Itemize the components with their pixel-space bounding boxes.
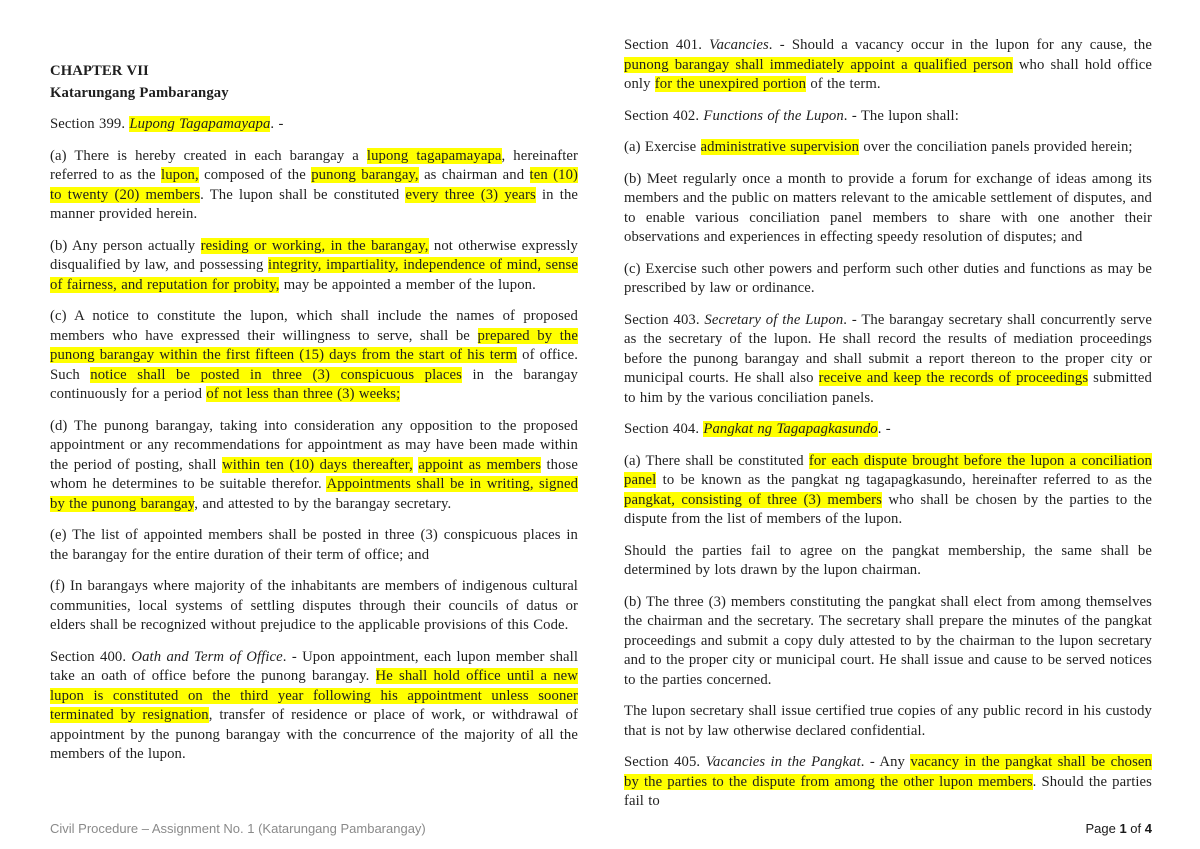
para-404-a	[624, 452, 1152, 530]
highlighted-text: receive and keep the records of proceedings	[818, 370, 1089, 386]
text-run: , transfer of residence or place of work, or withdrawal of appointment by the punong barangay with the concurrence of the majority of all the members of the lupon.	[50, 707, 578, 762]
page-footer	[50, 821, 1152, 836]
text-run: (b) Meet regularly once a month to provide a forum for exchange of ideas among its members and the public on matters relevant to the amicable settlement of disputes, and to enable various conciliation panel members to share with one another their observations and experiences in effecting speedy resolution of disputes; and	[624, 170, 1152, 245]
para-399-c	[50, 307, 578, 405]
highlighted-text: Appointments shall be in writing, signed by the punong barangay	[50, 476, 579, 512]
text-run: Section 399.	[50, 116, 130, 132]
text-run: to be known as the pangkat ng tagapagkasundo, hereinafter referred to as the	[656, 472, 1152, 488]
text-run: Vacancies	[709, 37, 769, 53]
highlighted-text: administrative supervision	[700, 139, 860, 155]
para-404-b2	[624, 702, 1152, 741]
text-run: (e) The list of appointed members shall be posted in three (3) conspicuous places in the barangay for the entire duration of their term of office; and	[50, 527, 578, 563]
text-run: over the conciliation panels provided herein;	[859, 139, 1133, 155]
section-402	[624, 107, 1152, 127]
chapter-title-heading	[50, 84, 578, 104]
text-run: Section 402.	[624, 107, 704, 124]
text-run: . - Upon appointment, each lupon member shall take an oath of office before the punong barangay.	[50, 648, 578, 684]
highlighted-text: lupong tagapamayapa	[366, 147, 502, 164]
of-label: of	[1126, 821, 1145, 836]
text-run: as chairman and	[418, 167, 530, 183]
text-run: composed of the	[198, 167, 312, 183]
highlighted-text: prepared by the punong barangay within the first fifteen (15) days from the start of his term	[50, 327, 578, 363]
text-run: The lupon secretary shall issue certified true copies of any public record in his custody that is not by law otherwise declared confidential.	[624, 703, 1152, 739]
text-run: . Should the parties fail to	[624, 773, 1152, 809]
text-run: Functions of the Lupon	[703, 107, 844, 124]
text-run: Section 405.	[624, 754, 706, 770]
footer-page-indicator	[1085, 821, 1152, 836]
section-403	[624, 311, 1152, 409]
highlighted-text: punong barangay shall immediately appoint a qualified person	[624, 56, 1013, 73]
section-400	[50, 648, 578, 765]
text-run: . - The lupon shall:	[843, 107, 959, 124]
text-run: who shall hold office only	[624, 56, 1152, 92]
footer-document-title: Civil Procedure – Assignment No. 1 (Katarungang Pambarangay)	[50, 821, 426, 836]
highlighted-text: pangkat, consisting of three (3) members	[624, 491, 882, 508]
total-pages-number: 4	[1144, 821, 1152, 836]
text-run: , and attested to by the barangay secretary.	[194, 495, 452, 512]
text-run: (b) Any person actually	[50, 237, 201, 254]
highlighted-text: ten (10) to twenty (20) members	[50, 167, 579, 203]
text-run: Secretary of the Lupon	[704, 311, 844, 328]
text-run: in the manner provided herein.	[50, 186, 579, 222]
highlighted-text: lupon,	[161, 167, 199, 183]
section-399-heading	[50, 115, 578, 135]
text-run: (d) The punong barangay, taking into consideration any opposition to the proposed appointment or any recommendations for appointment as may have been made within the period of posting, shall	[50, 417, 578, 473]
page-label: Page	[1085, 821, 1120, 836]
highlighted-text: integrity, impartiality, independence of mind, sense of fairness, and reputation for probity,	[50, 257, 578, 293]
highlighted-text: He shall hold office until a new lupon is constituted on the third year following his appointment unless sooner terminated by resignation	[50, 668, 578, 723]
highlighted-text: notice shall be posted in three (3) conspicuous places	[90, 366, 462, 383]
para-402-a	[624, 138, 1152, 158]
text-run: in the barangay continuously for a period	[50, 366, 578, 402]
para-402-b	[624, 170, 1152, 248]
text-run: of office. Such	[50, 347, 578, 383]
para-404-b	[624, 593, 1152, 691]
text-run: Oath and Term of Office	[131, 648, 283, 665]
text-run: submitted to him by the various conciliation panels.	[624, 370, 1152, 406]
text-run: Section 401.	[624, 37, 710, 53]
right-column	[624, 36, 1152, 824]
text-run: (c) Exercise such other powers and perform such other duties and functions as may be prescribed by law or ordinance.	[624, 260, 1152, 296]
highlighted-text: punong barangay,	[311, 167, 419, 183]
text-run: Katarungang Pambarangay	[50, 84, 229, 101]
highlighted-text: residing or working, in the barangay,	[200, 237, 429, 254]
text-run: Section 403.	[624, 311, 705, 328]
text-run: . - Any	[860, 754, 911, 770]
highlighted-text: every three (3) years	[405, 186, 536, 203]
section-405	[624, 753, 1152, 812]
para-399-b	[50, 237, 578, 296]
text-run: Vacancies in the Pangkat	[705, 754, 861, 770]
section-401	[624, 36, 1152, 95]
highlighted-text: of not less than three (3) weeks;	[206, 386, 401, 402]
para-404-a2	[624, 542, 1152, 581]
text-run: Section 400.	[50, 648, 132, 665]
text-run: of the term.	[806, 76, 881, 92]
text-run: Section 404.	[624, 421, 704, 437]
text-run: (f) In barangays where majority of the inhabitants are members of indigenous cultural communities, local systems of settling disputes through their councils of datus or elders shall be recognized without prejudice to the applicable provisions of this Code.	[50, 578, 578, 633]
text-run: . -	[270, 116, 284, 132]
para-399-f	[50, 577, 578, 636]
chapter-number-heading	[50, 62, 578, 82]
text-run: (c) A notice to constitute the lupon, which shall include the names of proposed members who have expressed their willingness to serve, shall be	[50, 308, 578, 344]
text-run: (b) The three (3) members constituting the pangkat shall elect from among themselves the chairman and the secretary. The secretary shall prepare the minutes of the pangkat proceedings and submit a copy duly attested to by the chairman to the lupon secretary and to the proper city or municipal court. He shall issue and cause to be served notices to the parties concerned.	[624, 593, 1152, 688]
highlighted-text: appoint as members	[418, 456, 542, 473]
text-run: (a) There is hereby created in each barangay a	[50, 147, 367, 164]
highlighted-text: for each dispute brought before the lupon a conciliation panel	[624, 452, 1152, 488]
para-399-a	[50, 147, 578, 225]
highlighted-text: Lupong Tagapamayapa	[129, 116, 271, 132]
text-run: . -	[877, 421, 891, 437]
text-run: not otherwise expressly disqualified by law, and possessing	[50, 237, 578, 273]
para-402-c	[624, 260, 1152, 299]
current-page-number: 1	[1119, 821, 1127, 836]
left-column	[50, 36, 578, 824]
text-run: . The lupon shall be constituted	[200, 186, 406, 203]
highlighted-text: for the unexpired portion	[654, 76, 807, 92]
highlighted-text: Pangkat ng Tagapagkasundo	[703, 421, 878, 437]
section-404-heading	[624, 420, 1152, 440]
text-run: may be appointed a member of the lupon.	[279, 276, 536, 293]
para-399-d	[50, 417, 578, 515]
text-run: who shall be chosen by the parties to the dispute from the list of members of the lupon.	[624, 491, 1152, 527]
text-run: (a) Exercise	[624, 139, 701, 155]
para-399-e	[50, 526, 578, 565]
highlighted-text: within ten (10) days thereafter,	[222, 456, 413, 473]
text-run: (a) There shall be constituted	[624, 452, 809, 469]
text-run: Should the parties fail to agree on the pangkat membership, the same shall be determined by lots drawn by the lupon chairman.	[624, 542, 1152, 578]
text-run: . - The barangay secretary shall concurrently serve as the secretary of the lupon. He shall record the results of mediation proceedings before the punong barangay and shall submit a report thereon to the proper city or municipal courts. He shall also	[624, 311, 1152, 386]
text-run: . - Should a vacancy occur in the lupon for any cause, the	[768, 37, 1152, 53]
text-run: CHAPTER VII	[50, 63, 149, 79]
text-run: those whom he determines to be suitable therefor.	[50, 456, 578, 492]
text-run: , hereinafter referred to as the	[50, 147, 579, 183]
highlighted-text: vacancy in the pangkat shall be chosen by the parties to the dispute from among the other lupon members	[624, 754, 1152, 790]
